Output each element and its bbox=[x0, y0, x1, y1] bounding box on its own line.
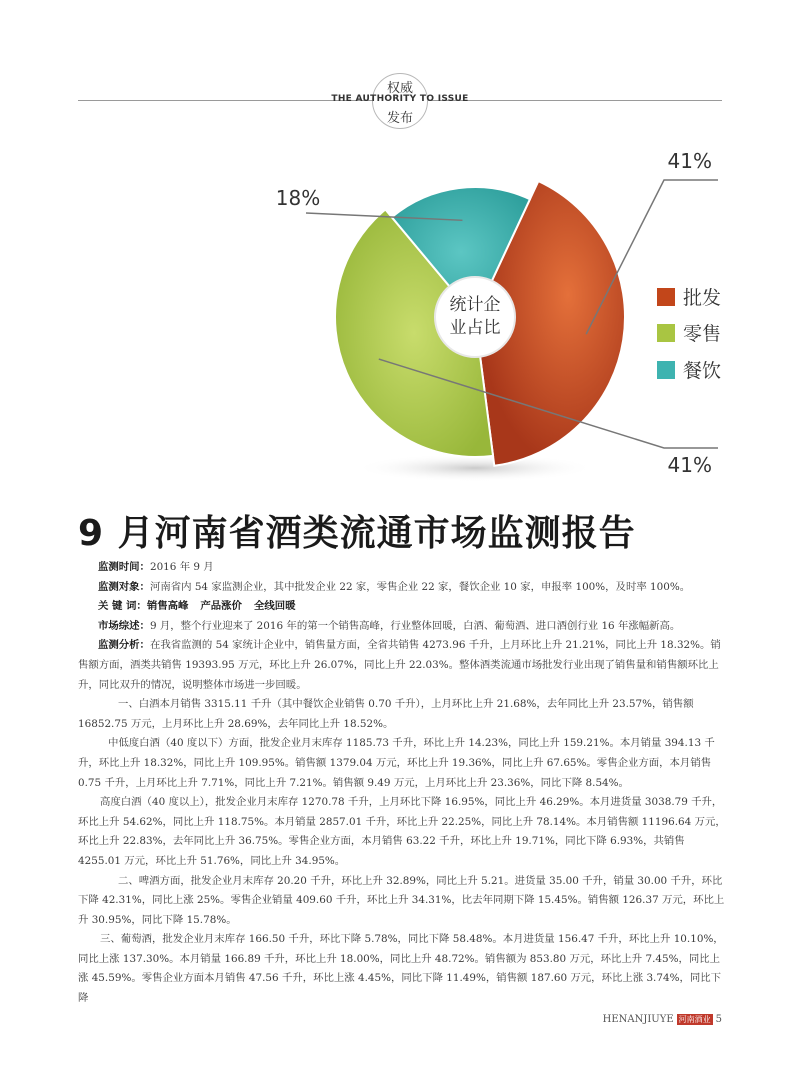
meta-object bbox=[78, 578, 728, 598]
legend-item-retail bbox=[657, 319, 721, 346]
meta-object-value: 河南省内 54 家监测企业，其中批发企业 22 家，零售企业 22 家，餐饮企业 10 家，申报率 100%，及时率 100%。 bbox=[149, 580, 691, 593]
meta-summary-label: 市场综述： bbox=[98, 619, 150, 632]
legend-swatch-wholesale bbox=[657, 288, 675, 306]
meta-summary bbox=[78, 617, 728, 637]
meta-analysis bbox=[78, 636, 728, 695]
pie-shadow bbox=[355, 454, 595, 482]
legend-label-catering: 餐饮 bbox=[683, 360, 722, 382]
legend-swatch-catering bbox=[657, 361, 675, 379]
meta-time-value: 2016 年 9 月 bbox=[149, 561, 214, 573]
meta-summary-value: 9 月，整个行业迎来了 2016 年的第一个销售高峰，行业整体回暖，白酒、葡萄酒、进口酒创行业 16 年涨幅新高。 bbox=[149, 619, 681, 632]
paragraph-beer: 二、啤酒方面，批发企业月末库存 20.20 千升，环比上升 32.89%，同比上升 5.21。进货量 35.00 千升，销量 30.00 千升，环比下降 42.31%，同比上涨 25%。零售企业销量 409.60 千升，环比上升 34.31%，比去年同期下降 15.45%。销售额 126.37 万元，环比上升 30.95%，同比下降 15.78%。 bbox=[78, 874, 725, 926]
header-bottom-text: 发布 bbox=[386, 111, 413, 126]
legend-label-wholesale: 批发 bbox=[683, 287, 722, 309]
footer-page-number: 5 bbox=[715, 1014, 722, 1025]
legend-item-catering bbox=[657, 356, 721, 383]
pie-percent-label-catering: 18% bbox=[275, 186, 321, 210]
report-body bbox=[78, 558, 728, 1009]
meta-time-label: 监测时间： bbox=[98, 561, 150, 573]
meta-keywords-label: 关 键 词： bbox=[98, 600, 147, 613]
meta-time bbox=[78, 558, 728, 578]
header-top-text: 权威 bbox=[386, 81, 413, 96]
pie-center-label-line1: 统计企 bbox=[449, 295, 501, 315]
page-footer bbox=[603, 1014, 722, 1025]
pie-center-label-line2: 业占比 bbox=[449, 318, 501, 338]
meta-analysis-label: 监测分析： bbox=[98, 639, 150, 652]
report-title: 9 月河南省酒类流通市场监测报告 bbox=[78, 513, 636, 554]
pie-center-hole bbox=[435, 277, 515, 357]
legend-label-retail: 零售 bbox=[683, 323, 722, 345]
meta-keywords bbox=[78, 597, 728, 617]
pie-percent-label-wholesale: 41% bbox=[667, 149, 712, 173]
keyword: 销售高峰 bbox=[146, 600, 189, 613]
paragraph-high-alcohol: 高度白酒（40 度以上），批发企业月末库存 1270.78 千升，上月环比下降 16.95%，同比上升 46.29%。本月进货量 3038.79 千升，环比上升 54.62%，同比上升 118.75%。本月销量 2857.01 千升，环比上升 22.25%，同比上升 78.14%。本月销售额 11196.64 万元，环比上升 22.83%，去年同比上升 36.75%。零售企业方面，本月销售 63.22 千升，环比上升 19.71%，同比下降 6.93%，共销售 4255.01 万元，环比上升 51.76%，同比上升 34.95%。 bbox=[78, 796, 726, 867]
meta-analysis-value: 在我省监测的 54 家统计企业中，销售量方面，全省共销售 4273.96 千升，上月环比上升 21.21%，同比上升 18.32%。销售额方面，酒类共销售 19393.95 万元，环比上升 26.07%，同比上升 22.03%。整体酒类流通市场批发行业出现了销售量和销售额环比上升，同比双升的情况，说明整体市场进一步回暖。 bbox=[78, 639, 721, 691]
footer-magazine: HENANJIUYE bbox=[602, 1014, 674, 1025]
footer-badge: 河南酒业 bbox=[678, 1015, 711, 1024]
paragraph-baijiu: 一、白酒本月销售 3315.11 千升（其中餐饮企业销售 0.70 千升），上月环比上升 21.68%，去年同比上升 23.57%，销售额 16852.75 万元，上月环比上升 28.69%，去年同比上升 18.52%。 bbox=[78, 698, 694, 730]
keyword: 全线回暖 bbox=[253, 600, 296, 613]
paragraph-low-alcohol: 中低度白酒（40 度以下）方面，批发企业月末库存 1185.73 千升，环比上升 14.23%，同比上升 159.21%。本月销量 394.13 千升，环比上升 18.32%，同比上升 109.95%。销售额 1379.04 万元，环比上升 19.36%，同比上升 67.65%。零售企业方面，本月销售 0.75 千升，上月环比上升 7.71%，同比上升 7.21%。销售额 9.49 万元，上月环比上升 23.36%，同比下降 8.54%。 bbox=[78, 737, 715, 789]
legend-swatch-retail bbox=[657, 324, 675, 342]
keyword: 产品涨价 bbox=[200, 600, 242, 613]
meta-object-label: 监测对象： bbox=[98, 580, 150, 593]
pie-chart bbox=[0, 130, 800, 500]
legend-item-wholesale bbox=[657, 283, 721, 310]
paragraph-wine: 三、葡萄酒，批发企业月末库存 166.50 千升，环比下降 5.78%，同比下降 58.48%。本月进货量 156.47 千升，环比上升 10.10%，同比上涨 137.30%。本月销量 166.89 千升，环比上升 18.00%，同比上升 48.72%。销售额为 853.80 万元，环比上升 7.45%，同比上涨 45.59%。零售企业方面本月销售 47.56 千升，环比上涨 4.45%，同比下降 11.49%，销售额 187.60 万元，环比上涨 3.74%，同比下降 bbox=[78, 933, 724, 1005]
header-middle-text: THE AUTHORITY TO ISSUE bbox=[331, 94, 469, 104]
pie-percent-label-retail: 41% bbox=[667, 453, 712, 477]
